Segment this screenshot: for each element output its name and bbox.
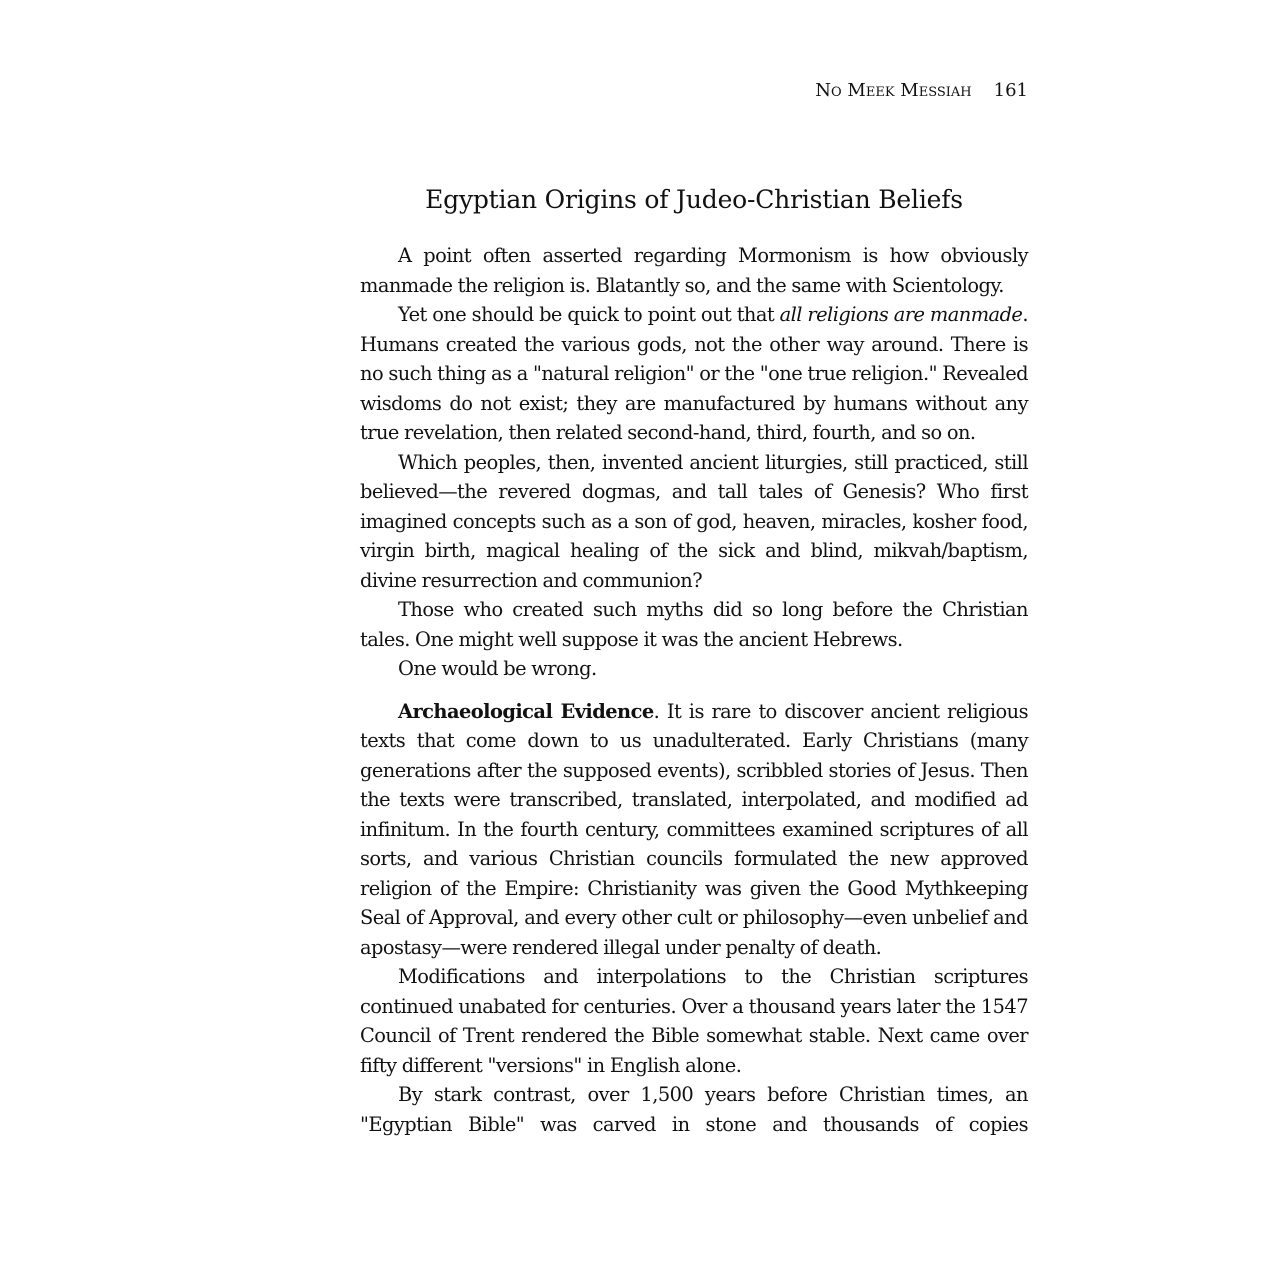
section-heading: Archaeological Evidence (398, 699, 654, 723)
page-number: 161 (993, 80, 1028, 101)
paragraph: Which peoples, then, invented ancient liturgies, still practiced, still believed—the revered dogmas, and tall tales of Genesis? Who first imagined concepts such as a son of god, heaven, miracles, kosher food, virgin birth, magical healing of the sick and blind, mikvah/baptism, divine resurrection and communion? (360, 450, 1028, 592)
paragraph: Those who created such myths did so long before the Christian tales. One might well suppose it was the ancient Hebrews. (360, 598, 1028, 651)
paragraph-text: Yet one should be quick to point out that (398, 303, 780, 326)
paragraph-text: . Humans created the various gods, not the other way around. There is no such thing as a "natural religion" or the "one true religion." Revealed wisdoms do not exist; they are manufactured by humans without any true revelation, then related second-hand, third, fourth, and so on. (360, 303, 1028, 444)
paragraph (360, 697, 1028, 963)
emphasis-text: all religions are manmade (779, 303, 1023, 326)
paragraph-text: . It is rare to discover ancient religious texts that come down to us unadulterated. Early Christians (many generations after the supposed events), scribbled stories of Jesus. Then the texts were transcribed, translated, interpolated, and modified ad infinitum. In the fourth century, committees examined scriptures of all sorts, and various Christian councils formulated the new approved religion of the Empire: Christianity was given the Good Mythkeeping Seal of Approval, and every other cult or philosophy—even unbelief and apostasy—were rendered illegal under penalty of death. (360, 699, 1028, 959)
running-title: No Meek Messiah (815, 80, 972, 101)
running-head (360, 78, 1028, 104)
chapter-title: Egyptian Origins of Judeo-Christian Beliefs (425, 185, 963, 214)
paragraph (360, 300, 1028, 448)
paragraph: A point often asserted regarding Mormonism is how obviously manmade the religion is. Blatantly so, and the same with Scientology. (360, 244, 1028, 297)
paragraph: By stark contrast, over 1,500 years before Christian times, an "Egyptian Bible" was carved in stone and thousands of copies (360, 1083, 1028, 1136)
body-text (360, 241, 1028, 1139)
paragraph: Modifications and interpolations to the Christian scriptures continued unabated for centuries. Over a thousand years later the 1547 Council of Trent rendered the Bible somewhat stable. Next came over fifty different "versions" in English alone. (360, 965, 1028, 1077)
paragraph: One would be wrong. (398, 657, 597, 680)
